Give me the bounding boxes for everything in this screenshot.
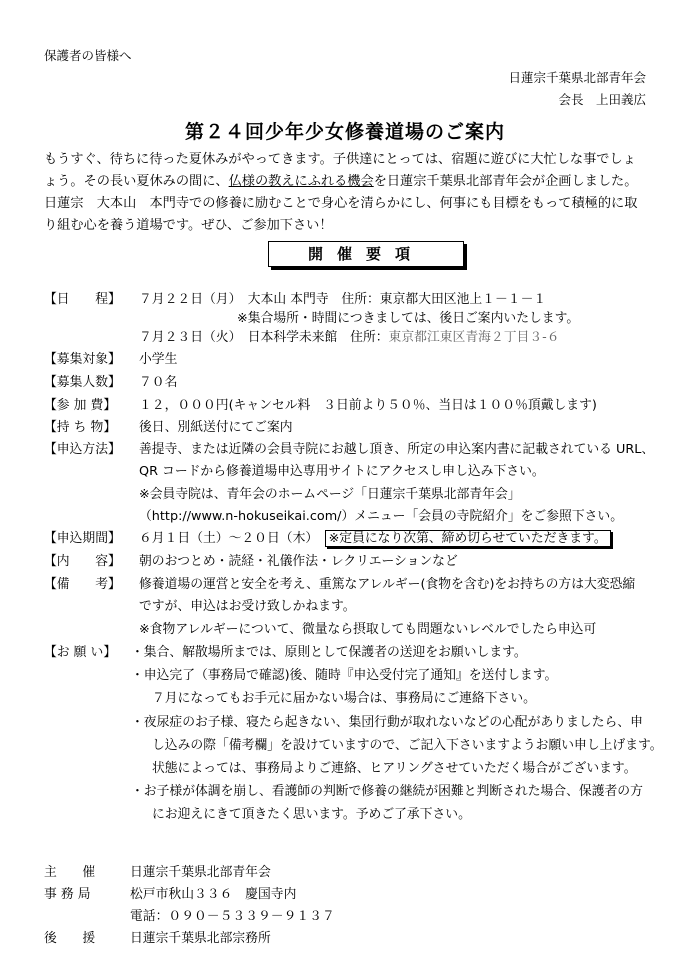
items-row bbox=[44, 418, 293, 438]
requests-label: 【お 願 い】 bbox=[44, 645, 117, 660]
intro-underlined-phrase: 仏様の教えにふれる機会 bbox=[228, 174, 374, 189]
remarks-row bbox=[44, 575, 635, 595]
request-2a: ・申込完了（事務局で確認)後、随時『申込受付完了通知』を送付します。 bbox=[131, 668, 558, 683]
requests-row bbox=[44, 643, 527, 663]
salutation: 保護者の皆様へ bbox=[44, 48, 132, 63]
remarks-line-2: ですが、申込はお受け致しかねます。 bbox=[139, 599, 356, 614]
organization-name: 日蓮宗千葉県北部青年会 bbox=[508, 70, 646, 85]
footer-office bbox=[44, 883, 296, 902]
capacity-row bbox=[44, 373, 177, 393]
request-4a: ・お子様が体調を崩し、看護師の判断で修養の継続が困難と判断された場合、保護者の方 bbox=[131, 784, 643, 799]
intro-line-2-a: ょう。その長い夏休みの間に、 bbox=[44, 174, 229, 189]
schedule-day2-a: ７月２３日（火） 日本科学未来館 住所： bbox=[139, 330, 389, 345]
remarks-label: 【備 考】 bbox=[44, 577, 121, 592]
apply-line-4: （http://www.n-hokuseikai.com/）メニュー「会員の寺院紹介」をご参照下さい。 bbox=[139, 509, 624, 524]
host-label: 主 催 bbox=[44, 865, 96, 880]
request-1: ・集合、解散場所までは、原則として保護者の送迎をお願いします。 bbox=[131, 645, 527, 660]
period-value: ６月１日（土）～２０日（木） bbox=[139, 531, 312, 546]
period-row bbox=[44, 529, 611, 549]
president-name: 会長 上田義広 bbox=[558, 92, 646, 107]
fee-row bbox=[44, 396, 597, 416]
apply-row bbox=[44, 440, 654, 460]
content-label: 【内 容】 bbox=[44, 554, 121, 569]
content-value: 朝のおつとめ・読経・礼儀作法・レクリエーションなど bbox=[139, 554, 458, 569]
schedule-label: 【日 程】 bbox=[44, 292, 121, 307]
office-label: 事 務 局 bbox=[44, 887, 91, 902]
apply-label: 【申込方法】 bbox=[44, 442, 121, 457]
items-value: 後日、別紙送付にてご案内 bbox=[139, 420, 293, 435]
remarks-line-3: ※食物アレルギーについて、微量なら摂取しても問題ないレベルでしたら申込可 bbox=[139, 622, 597, 637]
items-label: 【持 ち 物】 bbox=[44, 420, 117, 435]
schedule-row bbox=[44, 290, 546, 310]
capacity-value: ７０名 bbox=[139, 375, 178, 390]
content-row bbox=[44, 552, 458, 572]
target-label: 【募集対象】 bbox=[44, 352, 121, 367]
footer-support bbox=[44, 927, 271, 946]
document-title: 第２４回少年少女修養道場のご案内 bbox=[184, 121, 505, 143]
request-2b: ７月になってもお手元に届かない場合は、事務局にご連絡下さい。 bbox=[152, 691, 536, 706]
apply-line-3: ※会員寺院は、青年会のホームページ「日蓮宗千葉県北部青年会」 bbox=[139, 487, 521, 502]
period-label: 【申込期間】 bbox=[44, 531, 121, 546]
intro-line-3: 日蓮宗 大本山 本門寺での修養に励むことで身心を清らかにし、何事にも目標をもって積極的に取 bbox=[44, 196, 638, 211]
remarks-line-1: 修養道場の運営と安全を考え、重篤なアレルギー(食物を含む)をお持ちの方は大変恐縮 bbox=[139, 577, 636, 592]
intro-line-4: り組む心を養う道場です。ぜひ、ご参加下さい！ bbox=[44, 218, 333, 233]
request-4b: にお迎えにきて頂きたく思います。予めご了承下さい。 bbox=[152, 807, 471, 822]
schedule-note: ※集合場所・時間につきましては、後日ご案内いたします。 bbox=[237, 311, 580, 326]
target-row bbox=[44, 350, 177, 370]
office-phone: 電話：０９０－５３３９－９１３７ bbox=[130, 909, 335, 924]
request-3b: し込みの際「備考欄」を設けていますので、ご記入下さいますようお願い申し上げます。 bbox=[152, 738, 663, 753]
footer-host bbox=[44, 861, 271, 880]
support-value: 日蓮宗千葉県北部宗務所 bbox=[130, 931, 271, 946]
capacity-label: 【募集人数】 bbox=[44, 375, 121, 390]
section-title-box: 開催要項 bbox=[268, 241, 464, 267]
schedule-day2-address: 東京都江東区青海２丁目３-６ bbox=[388, 330, 560, 345]
period-note-box: ※定員になり次第、締め切らせていただきます。 bbox=[325, 530, 611, 547]
schedule-day2 bbox=[139, 328, 560, 348]
intro-line-1: もうすぐ、待ちに待った夏休みがやってきます。子供達にとっては、宿題に遊びに大忙しな事でしょ bbox=[44, 152, 636, 167]
intro-line-2 bbox=[44, 171, 656, 193]
request-3a: ・夜尿症のお子様、寝たら起きない、集団行動が取れないなどの心配がありましたら、申 bbox=[131, 715, 643, 730]
apply-line-1: 善提寺、または近隣の会員寺院にお越し頂き、所定の申込案内書に記載されている URL、 bbox=[139, 442, 655, 457]
fee-label: 【参 加 費】 bbox=[44, 398, 117, 413]
fee-value: １２，０００円(キャンセル料 ３日前より５０％、当日は１００％頂戴します) bbox=[139, 398, 597, 413]
apply-line-2: QR コードから修養道場申込専用サイトにアクセスし申し込み下さい。 bbox=[139, 464, 545, 479]
support-label: 後 援 bbox=[44, 931, 96, 946]
office-value: 松戸市秋山３３６ 慶国寺内 bbox=[130, 887, 297, 902]
intro-paragraph bbox=[44, 149, 656, 237]
request-3c: 状態によっては、事務局よりご連絡、ヒアリングさせていただく場合がございます。 bbox=[152, 761, 637, 776]
host-value: 日蓮宗千葉県北部青年会 bbox=[130, 865, 271, 880]
target-value: 小学生 bbox=[139, 352, 178, 367]
schedule-day1: ７月２２日（月） 大本山 本門寺 住所：東京都大田区池上１－１－１ bbox=[139, 292, 547, 307]
intro-line-2-b: を日蓮宗千葉県北部青年会が企画しました。 bbox=[373, 174, 638, 189]
